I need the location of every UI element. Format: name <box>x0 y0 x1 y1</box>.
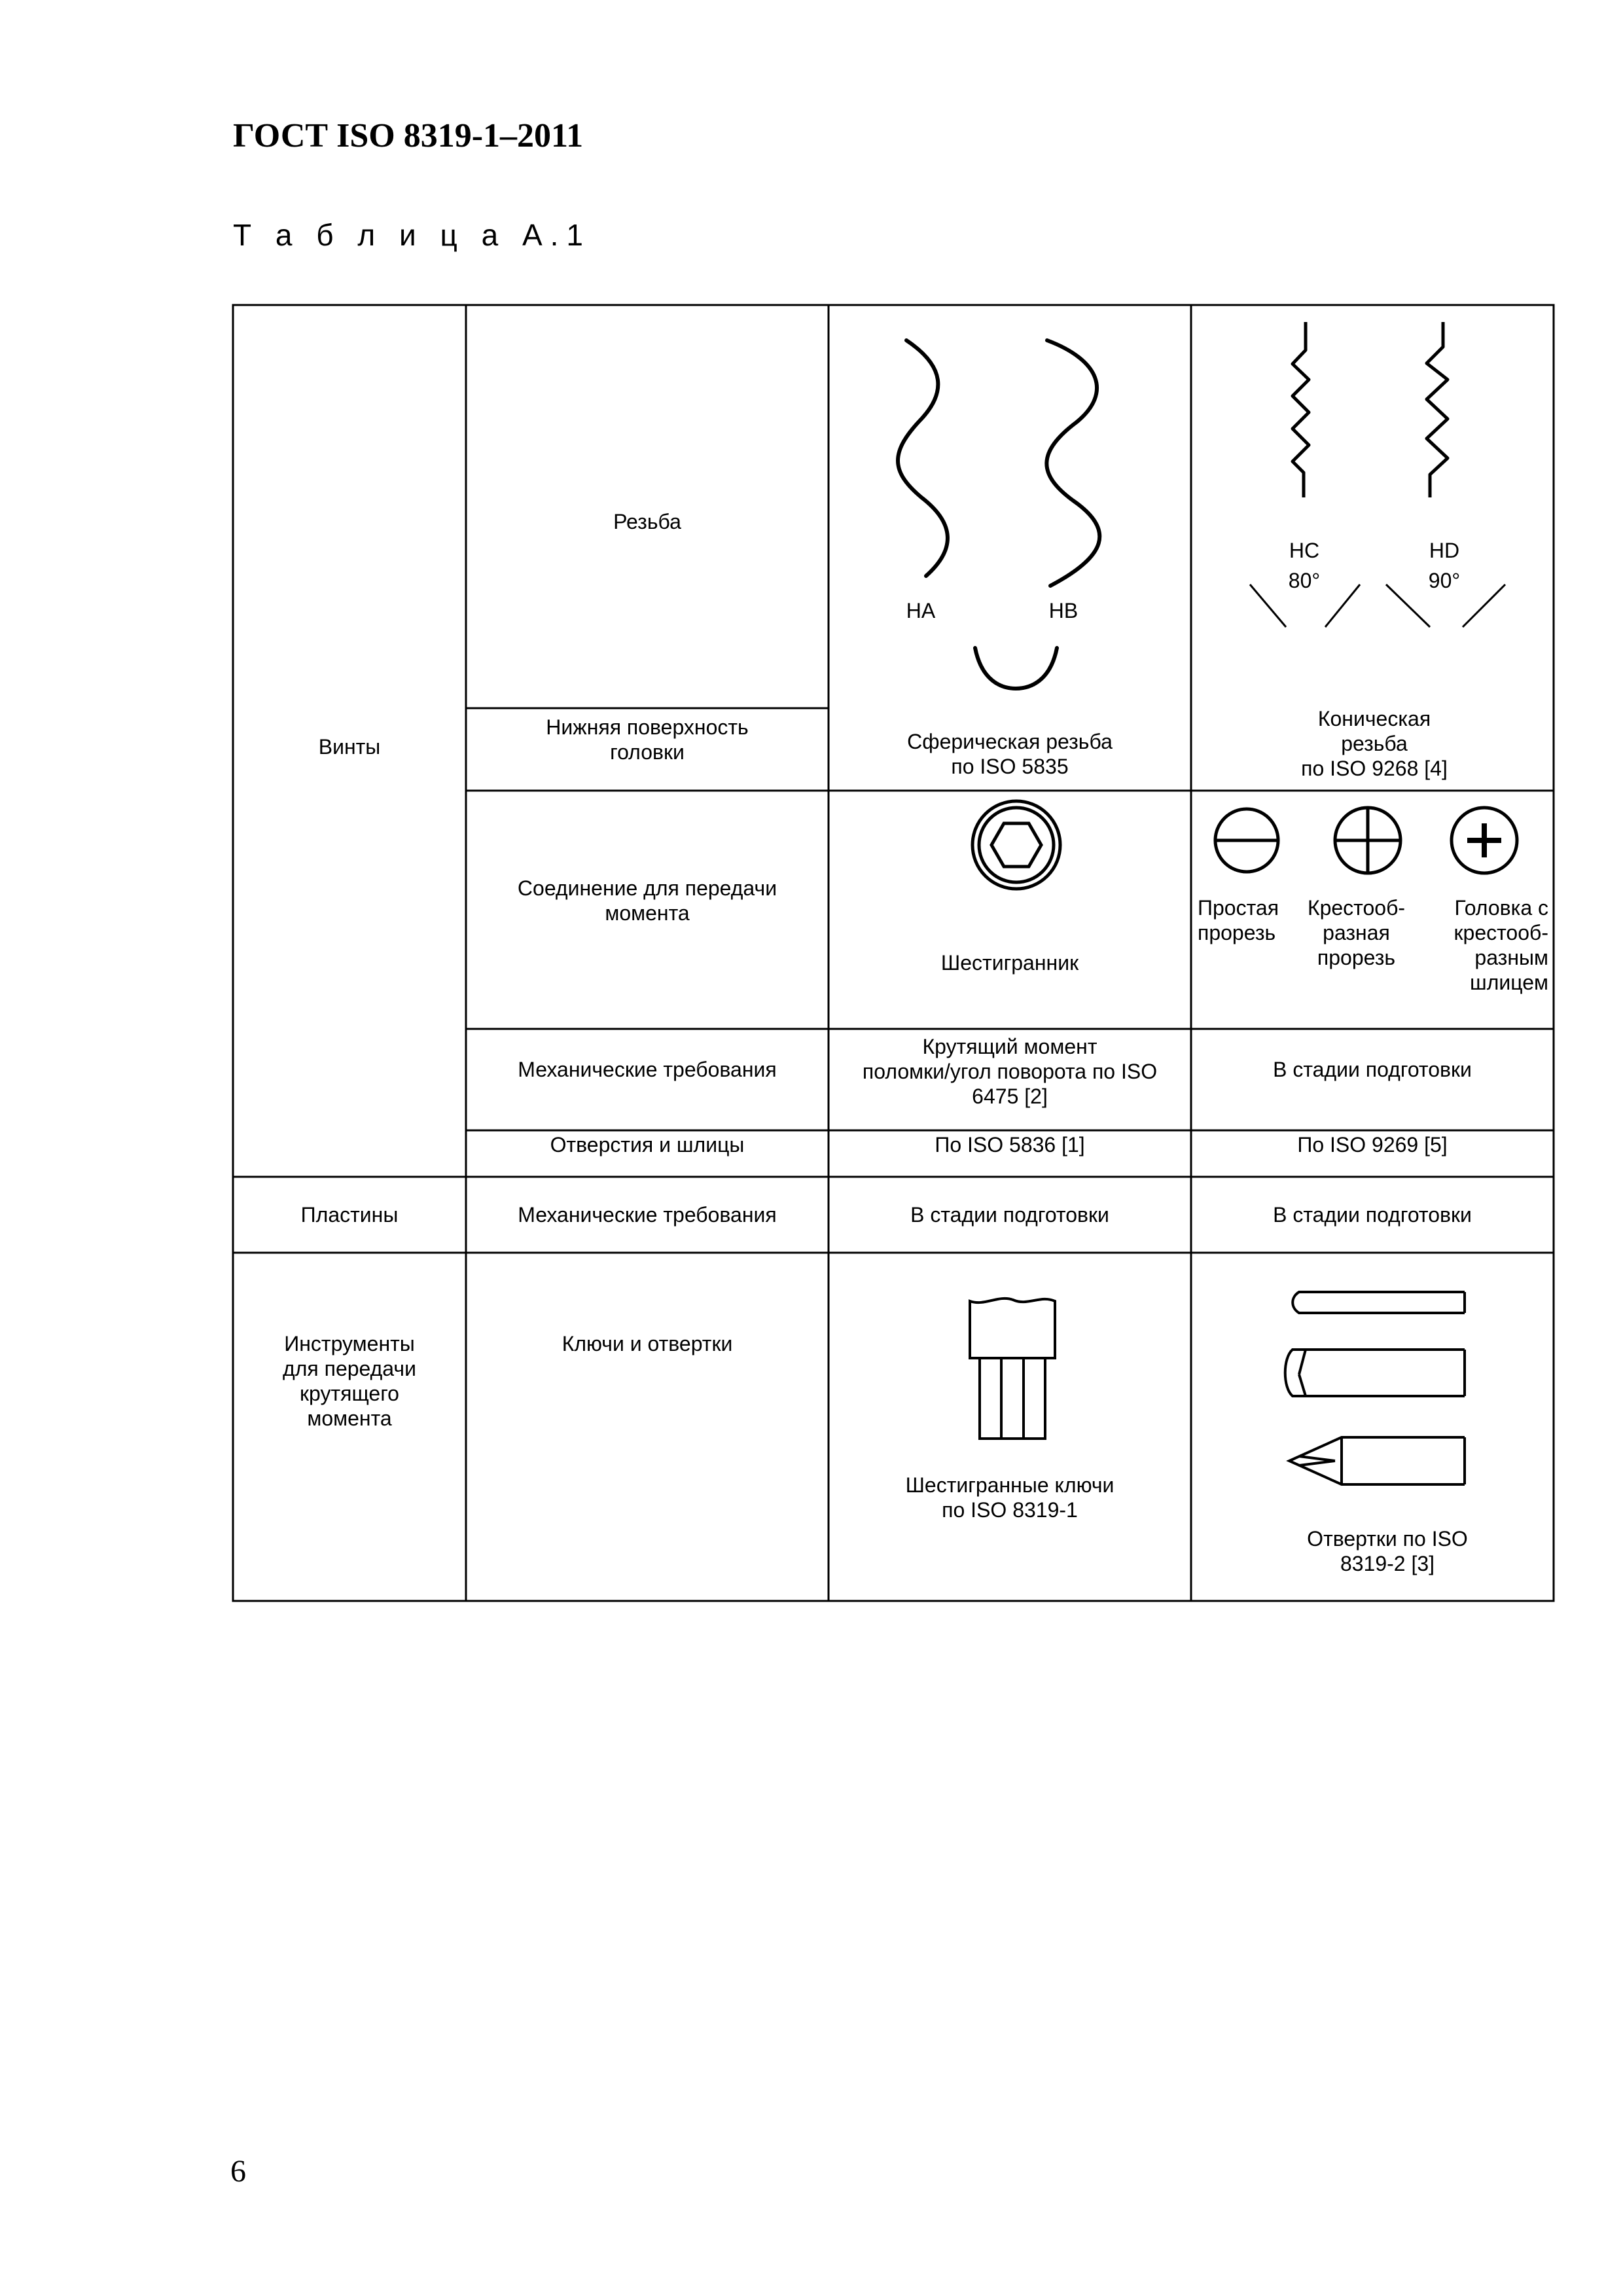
row-screws-label: Винты <box>318 735 381 759</box>
thread-hc-label: HC <box>1289 539 1320 562</box>
cross-recess-head-label <box>1407 895 1548 995</box>
screwdrivers-line: 8319-2 [3] <box>1340 1552 1435 1575</box>
tools-line: для передачи <box>283 1357 416 1380</box>
cross-slot-label <box>1302 895 1410 970</box>
thread-hc-angle: 80° <box>1288 569 1321 592</box>
torque-connection-line: момента <box>605 901 690 925</box>
simple-slot-label <box>1198 895 1279 945</box>
cross-slot-line: прорезь <box>1317 946 1396 969</box>
row-plates-label: Пластины <box>300 1203 399 1227</box>
page-number: 6 <box>230 2154 246 2189</box>
holes-iso-5836: По ISO 5836 [1] <box>935 1133 1085 1157</box>
holes-slots-label: Отверстия и шлицы <box>550 1133 745 1157</box>
slot-head-icon <box>1215 809 1278 872</box>
cross-recess-head-line: Головка с <box>1454 896 1548 920</box>
cross-slot-head-icon <box>1335 808 1400 873</box>
cross-recess-head-line: шлицем <box>1470 971 1548 994</box>
conical-thread-line: по ISO 9268 [4] <box>1301 757 1448 780</box>
simple-slot-line: прорезь <box>1198 921 1276 944</box>
screwdrivers-line: Отвертки по ISO <box>1307 1527 1468 1551</box>
torque-breaking-line: 6475 [2] <box>972 1085 1048 1108</box>
hexagon-socket-icon <box>972 801 1060 889</box>
table-caption: Т а б л и ц а А.1 <box>233 218 592 252</box>
spherical-thread-line: Сферическая резьба <box>907 730 1113 753</box>
cross-recess-head-line: разным <box>1474 946 1548 969</box>
simple-slot-line: Простая <box>1198 896 1279 920</box>
conical-thread-icon <box>1293 322 1448 497</box>
row-tools-label <box>233 1331 466 1431</box>
conical-thread-line: резьба <box>1341 732 1408 755</box>
screwdriver-icon <box>1285 1292 1465 1484</box>
cross-slot-line: Крестооб- <box>1307 896 1406 920</box>
torque-breaking-line: поломки/угол поворота по ISO <box>862 1060 1158 1083</box>
torque-breaking-line: Крутящий момент <box>922 1035 1097 1058</box>
spherical-thread-line: по ISO 5835 <box>951 755 1069 778</box>
hex-keys-line: Шестигранные ключи <box>905 1473 1115 1497</box>
thread-hd-label: HD <box>1429 539 1460 562</box>
mechanical-requirements-label: Механические требования <box>518 1058 777 1081</box>
head-underside-line: Нижняя поверхность <box>546 715 749 739</box>
plates-mechanical-requirements-label: Механические требования <box>518 1203 777 1227</box>
hex-keys-line: по ISO 8319-1 <box>942 1498 1078 1522</box>
thread-hb-label: HB <box>1048 599 1079 622</box>
tools-line: момента <box>307 1407 392 1430</box>
hex-key-icon <box>970 1299 1055 1439</box>
mechanical-in-preparation: В стадии подготовки <box>1273 1058 1472 1081</box>
head-underside-line: головки <box>610 740 685 764</box>
tools-line: Инструменты <box>284 1332 415 1355</box>
head-underside-label <box>466 715 829 764</box>
cross-recess-head-line: крестооб- <box>1454 921 1548 944</box>
document-title: ГОСТ ISO 8319-1–2011 <box>233 117 584 154</box>
cross-slot-line: разная <box>1323 921 1390 944</box>
screwdrivers-label <box>1263 1526 1512 1576</box>
keys-screwdrivers-label: Ключи и отвертки <box>562 1332 733 1355</box>
spherical-thread-label <box>829 729 1191 779</box>
hexagon-label: Шестигранник <box>940 951 1079 975</box>
plates-in-preparation-2: В стадии подготовки <box>1273 1203 1472 1227</box>
tools-line: крутящего <box>300 1382 399 1405</box>
conical-thread-label <box>1270 706 1479 781</box>
torque-breaking-label <box>829 1034 1191 1109</box>
torque-connection-label <box>466 876 829 925</box>
thread-label: Резьба <box>613 510 681 533</box>
hex-keys-label <box>829 1473 1191 1522</box>
thread-ha-label: HA <box>906 599 936 622</box>
plus-icon <box>1467 823 1501 857</box>
spherical-thread-icon <box>898 340 1099 689</box>
holes-iso-9269: По ISO 9269 [5] <box>1297 1133 1448 1157</box>
thread-hd-angle: 90° <box>1428 569 1461 592</box>
plates-in-preparation-1: В стадии подготовки <box>910 1203 1109 1227</box>
conical-thread-line: Коническая <box>1317 707 1431 730</box>
torque-connection-line: Соединение для передачи <box>517 876 777 900</box>
